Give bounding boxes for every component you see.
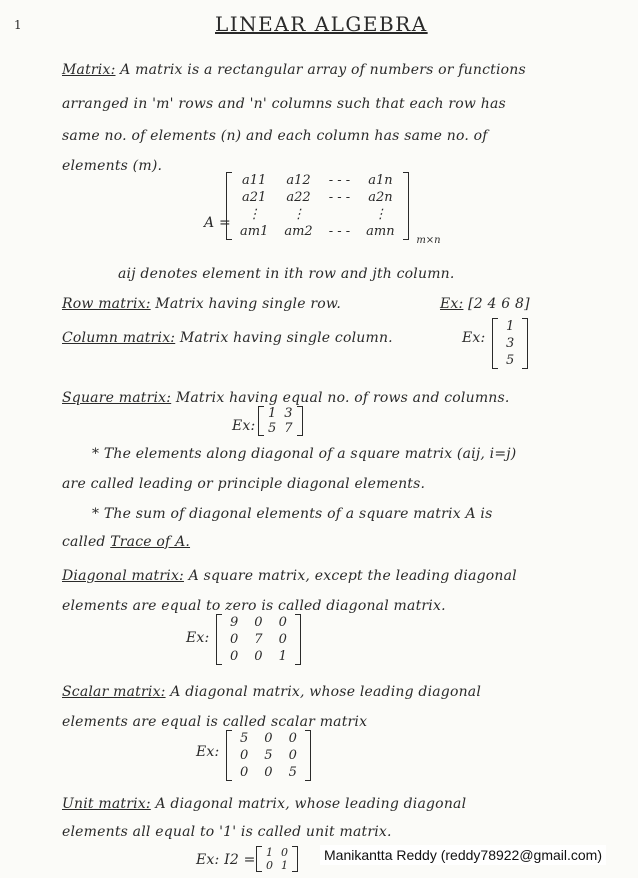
matrix-definition-line2: arranged in 'm' rows and 'n' columns such that each row has (62, 96, 506, 112)
matrix-definition-line3: same no. of elements (n) and each column has same no. of (62, 128, 488, 144)
page-title: LINEAR ALGEBRA (215, 12, 428, 36)
matrix-a-cell: am2 (284, 224, 313, 239)
matrix-a-cell: a12 (286, 173, 311, 188)
column-matrix-cell: 3 (506, 336, 515, 351)
matrix-a-cell: ⋮ (247, 207, 261, 222)
trace-term: Trace of A. (110, 534, 191, 550)
column-matrix-desc: Matrix having single column. (179, 330, 393, 346)
column-matrix-example (498, 318, 522, 369)
matrix-definition-line1 (62, 62, 526, 78)
matrix-definition-line4: elements (m). (62, 158, 163, 174)
column-matrix-ex-label: Ex: (462, 330, 486, 346)
matrix-a-cell: amn (366, 224, 395, 239)
scalar-matrix-cell: 0 (288, 748, 297, 763)
matrix-a-cell: - - - (328, 224, 351, 239)
square-matrix-cell: 7 (284, 421, 293, 436)
square-matrix-cell: 3 (284, 406, 293, 421)
unit-matrix-cell: 1 (266, 846, 273, 859)
column-matrix-cell: 5 (506, 353, 515, 368)
unit-matrix-ex-label: Ex: (196, 852, 220, 868)
diagonal-matrix-cell: 0 (230, 649, 239, 664)
scalar-matrix-cell: 5 (288, 765, 297, 780)
unit-matrix-term: Unit matrix: (62, 796, 151, 812)
row-matrix-desc: Matrix having single row. (155, 296, 342, 312)
scalar-matrix-line2: elements are equal is called scalar matrix (62, 714, 368, 730)
matrix-a-cell: ⋮ (292, 207, 306, 222)
row-matrix-ex: [2 4 6 8] (468, 296, 530, 312)
matrix-a-cell: a21 (242, 190, 267, 205)
unit-matrix-cell: 0 (266, 859, 273, 872)
scalar-matrix-cell: 0 (264, 731, 273, 746)
aij-note: aij denotes element in ith row and jth column. (118, 266, 455, 282)
matrix-a-cell: a11 (242, 173, 267, 188)
square-matrix-cell: 1 (268, 406, 277, 421)
matrix-a-cell: am1 (240, 224, 269, 239)
scalar-matrix-cell: 5 (264, 748, 273, 763)
matrix-a-cell: ⋮ (373, 207, 387, 222)
unit-matrix-example-eq (196, 852, 256, 868)
diagonal-matrix-cell: 0 (278, 615, 287, 630)
matrix-a-cell (321, 206, 358, 223)
scalar-matrix-term: Scalar matrix: (62, 684, 166, 700)
square-matrix-ex-label: Ex: (232, 418, 256, 434)
diagonal-matrix-term: Diagonal matrix: (62, 568, 184, 584)
matrix-a (232, 172, 441, 246)
square-matrix-desc: Matrix having equal no. of rows and columns. (175, 390, 510, 406)
row-matrix-ex-label: Ex: (440, 296, 464, 312)
note-trace-line2 (62, 534, 190, 550)
scalar-matrix-cell: 0 (288, 731, 297, 746)
matrix-a-cell: a2n (368, 190, 393, 205)
diagonal-matrix-line1 (62, 568, 517, 584)
diagonal-matrix-line2: elements are equal to zero is called diagonal matrix. (62, 598, 446, 614)
diagonal-matrix-ex-label: Ex: (186, 630, 210, 646)
unit-matrix-text1: A diagonal matrix, whose leading diagonal (155, 796, 467, 812)
author-credit: Manikantta Reddy (reddy78922@gmail.com) (320, 845, 606, 865)
diagonal-matrix-text1: A square matrix, except the leading diagonal (188, 568, 517, 584)
note-trace-line1: * The sum of diagonal elements of a square matrix A is (92, 506, 493, 522)
scalar-matrix-text1: A diagonal matrix, whose leading diagonal (170, 684, 482, 700)
note-trace-called: called (62, 534, 106, 550)
matrix-a-cell: a22 (286, 190, 311, 205)
page-number: 1 (14, 18, 22, 32)
diagonal-matrix-cell: 0 (254, 649, 263, 664)
column-matrix-term: Column matrix: (62, 330, 176, 346)
square-matrix-line (62, 390, 510, 406)
unit-matrix-cell: 1 (281, 859, 288, 872)
scalar-matrix-ex-label: Ex: (196, 744, 220, 760)
column-matrix-cell: 1 (506, 319, 515, 334)
row-matrix-example (440, 296, 530, 312)
diagonal-matrix-cell: 7 (254, 632, 263, 647)
diagonal-matrix-example (222, 614, 295, 665)
scalar-matrix-cell: 5 (240, 731, 249, 746)
scalar-matrix-example (232, 730, 305, 781)
matrix-a-cell: a1n (368, 173, 393, 188)
matrix-a-label: A = (204, 215, 231, 231)
column-matrix-line (62, 330, 393, 346)
scalar-matrix-line1 (62, 684, 481, 700)
unit-matrix-ex-eq: I2 = (224, 852, 256, 868)
matrix-def-text1: A matrix is a rectangular array of numbers or functions (120, 62, 526, 78)
note-diagonal-line1: * The elements along diagonal of a square matrix (aij, i=j) (92, 446, 517, 462)
diagonal-matrix-cell: 0 (278, 632, 287, 647)
diagonal-matrix-cell: 0 (254, 615, 263, 630)
unit-matrix-example (262, 846, 292, 872)
diagonal-matrix-cell: 0 (230, 632, 239, 647)
row-matrix-term: Row matrix: (62, 296, 151, 312)
scalar-matrix-cell: 0 (264, 765, 273, 780)
row-matrix-line (62, 296, 341, 312)
matrix-term: Matrix: (62, 62, 116, 78)
diagonal-matrix-cell: 1 (278, 649, 287, 664)
matrix-a-cell: - - - (328, 190, 351, 205)
unit-matrix-cell: 0 (281, 846, 288, 859)
unit-matrix-line2: elements all equal to '1' is called unit matrix. (62, 824, 392, 840)
square-matrix-term: Square matrix: (62, 390, 172, 406)
matrix-a-dimension: m×n (416, 235, 441, 246)
note-diagonal-line2: are called leading or principle diagonal elements. (62, 476, 426, 492)
matrix-a-cell: - - - (328, 173, 351, 188)
diagonal-matrix-cell: 9 (230, 615, 239, 630)
square-matrix-cell: 5 (268, 421, 277, 436)
scalar-matrix-cell: 0 (240, 748, 249, 763)
scalar-matrix-cell: 0 (240, 765, 249, 780)
unit-matrix-line1 (62, 796, 466, 812)
square-matrix-example (264, 406, 297, 436)
